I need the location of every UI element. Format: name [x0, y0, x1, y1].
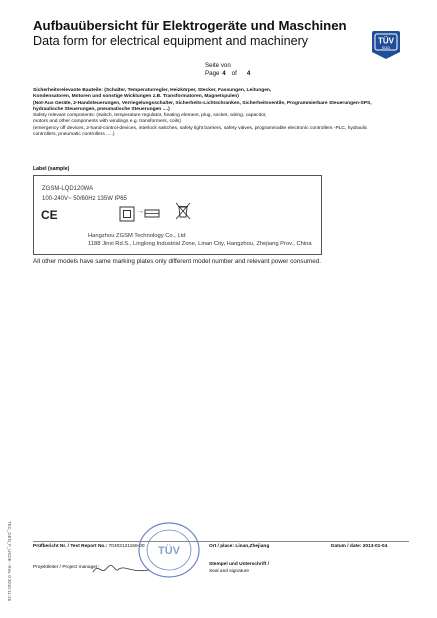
- safety-line-8: controllers, pneumatic controllers .....): [33, 132, 115, 138]
- report-label: Prüfbericht Nr. / Test Report No.:: [33, 544, 108, 549]
- label-manufacturer: Hangzhou ZGSM Technology Co., Ltd: [88, 233, 186, 239]
- label-model-number: ZGSM-LQD120WA: [42, 186, 94, 192]
- ce-mark-text: CE: [41, 208, 58, 222]
- report-number: 70402121158-00: [108, 544, 145, 549]
- weee-bin-icon: [175, 202, 191, 220]
- models-note: All other models have same marking plates only different model number and relevant power consumed.: [33, 258, 321, 265]
- tuv-sud-logo-icon: [371, 30, 401, 60]
- safety-components-section: [33, 88, 409, 138]
- date-label: Datum / date:: [331, 544, 362, 549]
- place-label: Ort / place:: [209, 544, 235, 549]
- safety-line-2: Kondensatoren, Motoren und sonstige Wicklungen z.B. Transformatoren, Magnetspulen): [33, 94, 239, 100]
- safety-line-5: Safety relevant components: (switch, temperature regulator, heating element, plug, socket, wiring, capacitor,: [33, 113, 267, 119]
- safety-line-4: hydraulische Steuerungen, pneumatische Steuerungen ....): [33, 106, 170, 112]
- arrow-icon: →: [137, 208, 144, 215]
- logo-text-tuv: TÜV: [378, 36, 394, 46]
- footer-report: [33, 544, 145, 549]
- footer-place: [209, 544, 269, 549]
- side-revision-label: TEC_GEN_F_UKDE - Rev. 0 2010-11-26: [7, 521, 12, 602]
- label-electrical-spec: 100-240V~ 50/60Hz 135W IP65: [42, 196, 127, 202]
- safety-line-1: Sicherheitsrelevante Bauteile: (Schalter, Temperaturregler, Heizkörper, Stecker, Fassungen, Leitungen,: [33, 88, 272, 93]
- document-title-english: Data form for electrical equipment and machinery: [33, 34, 309, 48]
- page-label: Page: [205, 70, 220, 77]
- project-manager-label: Projektleiter / Project manager:: [33, 565, 99, 570]
- stamp-ring-text: TÜV: [158, 545, 180, 557]
- date-value: 2013-01-04: [362, 544, 388, 549]
- seal-signature-label: Seal and signature: [209, 569, 250, 574]
- logo-text-sud: SÜD: [381, 45, 391, 50]
- page-current: 4: [222, 70, 226, 77]
- safety-line-7: (emergency off devices, 2-hand-control-devices, interlock switches, safety light barriers, safety valves, programmable electronic controllers -PLC, hydraulic: [33, 125, 368, 131]
- document-title-german: Aufbauübersicht für Elektrogeräte und Maschinen: [33, 18, 347, 33]
- stamp-signature-label: Stempel und Unterschrift /: [209, 562, 269, 567]
- label-section-title: Label (sample): [33, 166, 70, 172]
- page-total: 4: [246, 70, 251, 77]
- safety-line-6: motors and other components with windings e.g. transformers, coils): [33, 119, 181, 125]
- ce-mark-icon: [41, 208, 59, 220]
- side-revision-text: [1, 520, 12, 602]
- page-seite-label: Seite von: [205, 62, 231, 69]
- label-address: 1188 Jinxi Rd.S., Linglong Industrial Zone, Linan City, Hangzhou, Zhejiang Prov., China: [88, 241, 312, 247]
- class-ii-icon: [119, 206, 135, 222]
- page-indicator: [205, 62, 250, 78]
- footer-date: [331, 544, 387, 549]
- fuse-icon: [144, 208, 160, 219]
- signature-icon: [91, 560, 151, 578]
- place-value: Linan,Zhejiang: [235, 544, 270, 549]
- safety-line-3: (Not-Aus Geräte, 2-Handsteuerungen, Verriegelungsschalter, Sicherheits-Lichtschranken, Sicherheitsventile, Programmierbare Steuerungen-SPS,: [33, 100, 372, 106]
- page-of-label: of: [231, 70, 237, 77]
